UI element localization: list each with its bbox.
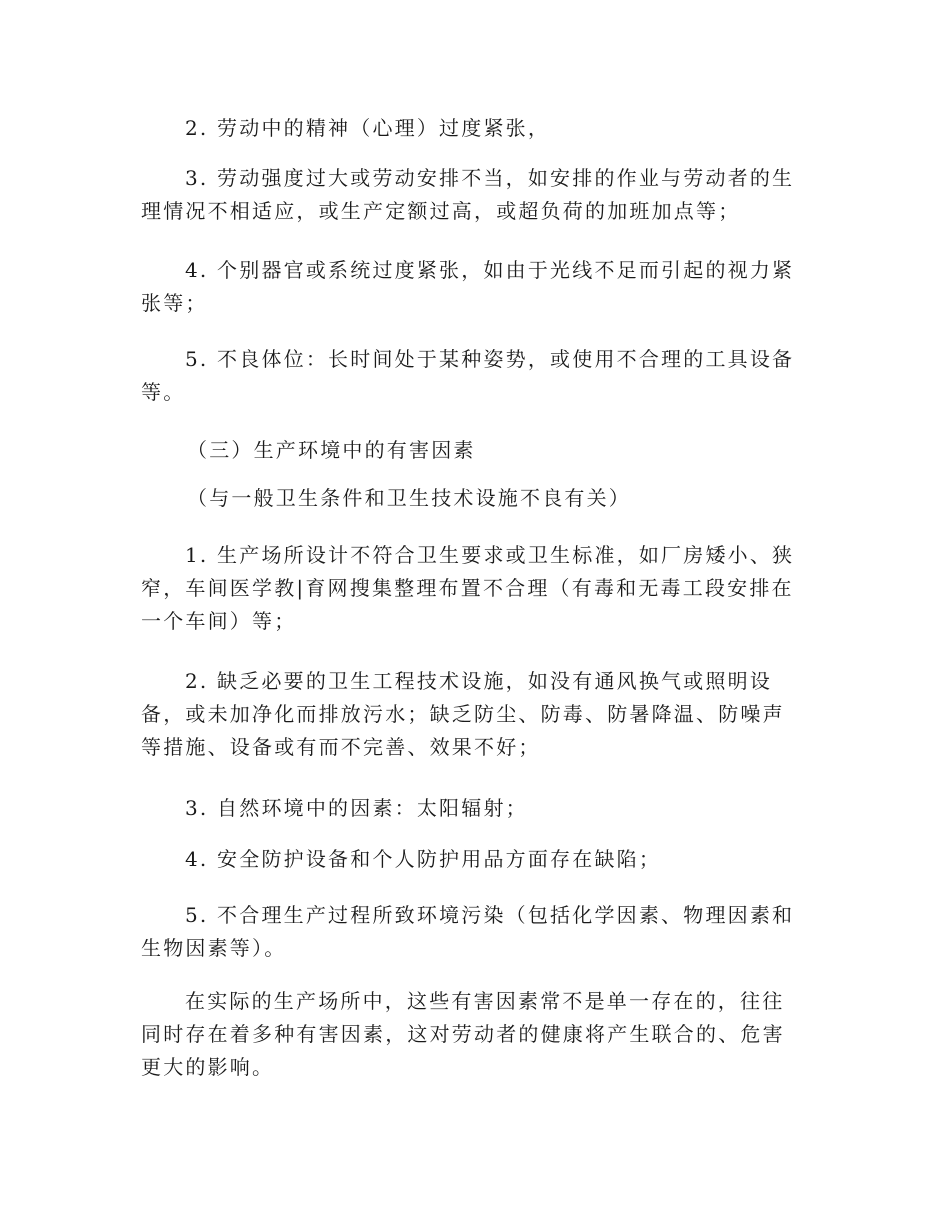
- paragraph-item-1-site-design: 1. 生产场所设计不符合卫生要求或卫生标准，如厂房矮小、狭窄，车间医学教|育网搜集整理布置不合理（有毒和无毒工段安排在一个车间）等；: [141, 543, 795, 633]
- paragraph-item-4-protective-equipment: 4. 安全防护设备和个人防护用品方面存在缺陷；: [185, 847, 662, 871]
- paragraph-item-2-mental-stress: 2. 劳动中的精神（心理）过度紧张，: [185, 116, 551, 140]
- paragraph-item-3-natural-factors: 3. 自然环境中的因素：太阳辐射；: [185, 796, 528, 820]
- paragraph-item-4-organ-strain: 4. 个别器官或系统过度紧张，如由于光线不足而引起的视力紧张等；: [141, 258, 795, 315]
- paragraph-item-5-pollution: 5. 不合理生产过程所致环境污染（包括化学因素、物理因素和生物因素等）。: [141, 903, 795, 960]
- paragraph-item-5-bad-posture: 5. 不良体位：长时间处于某种姿势，或使用不合理的工具设备等。: [141, 347, 795, 404]
- paragraph-conclusion: 在实际的生产场所中，这些有害因素常不是单一存在的，往往同时存在着多种有害因素，这对劳动者的健康将产生联合的、危害更大的影响。: [141, 989, 785, 1079]
- paragraph-item-2-lack-facilities: 2. 缺乏必要的卫生工程技术设施，如没有通风换气或照明设备，或未加净化而排放污水；缺乏防尘、防毒、防暑降温、防噪声等措施、设备或有而不完善、效果不好；: [141, 669, 785, 759]
- section-subheading-note: （与一般卫生条件和卫生技术设施不良有关）: [187, 486, 631, 510]
- paragraph-item-3-labor-intensity: 3. 劳动强度过大或劳动安排不当，如安排的作业与劳动者的生理情况不相适应，或生产定额过高，或超负荷的加班加点等；: [141, 166, 795, 223]
- section-heading-environment-hazards: （三）生产环境中的有害因素: [187, 438, 476, 462]
